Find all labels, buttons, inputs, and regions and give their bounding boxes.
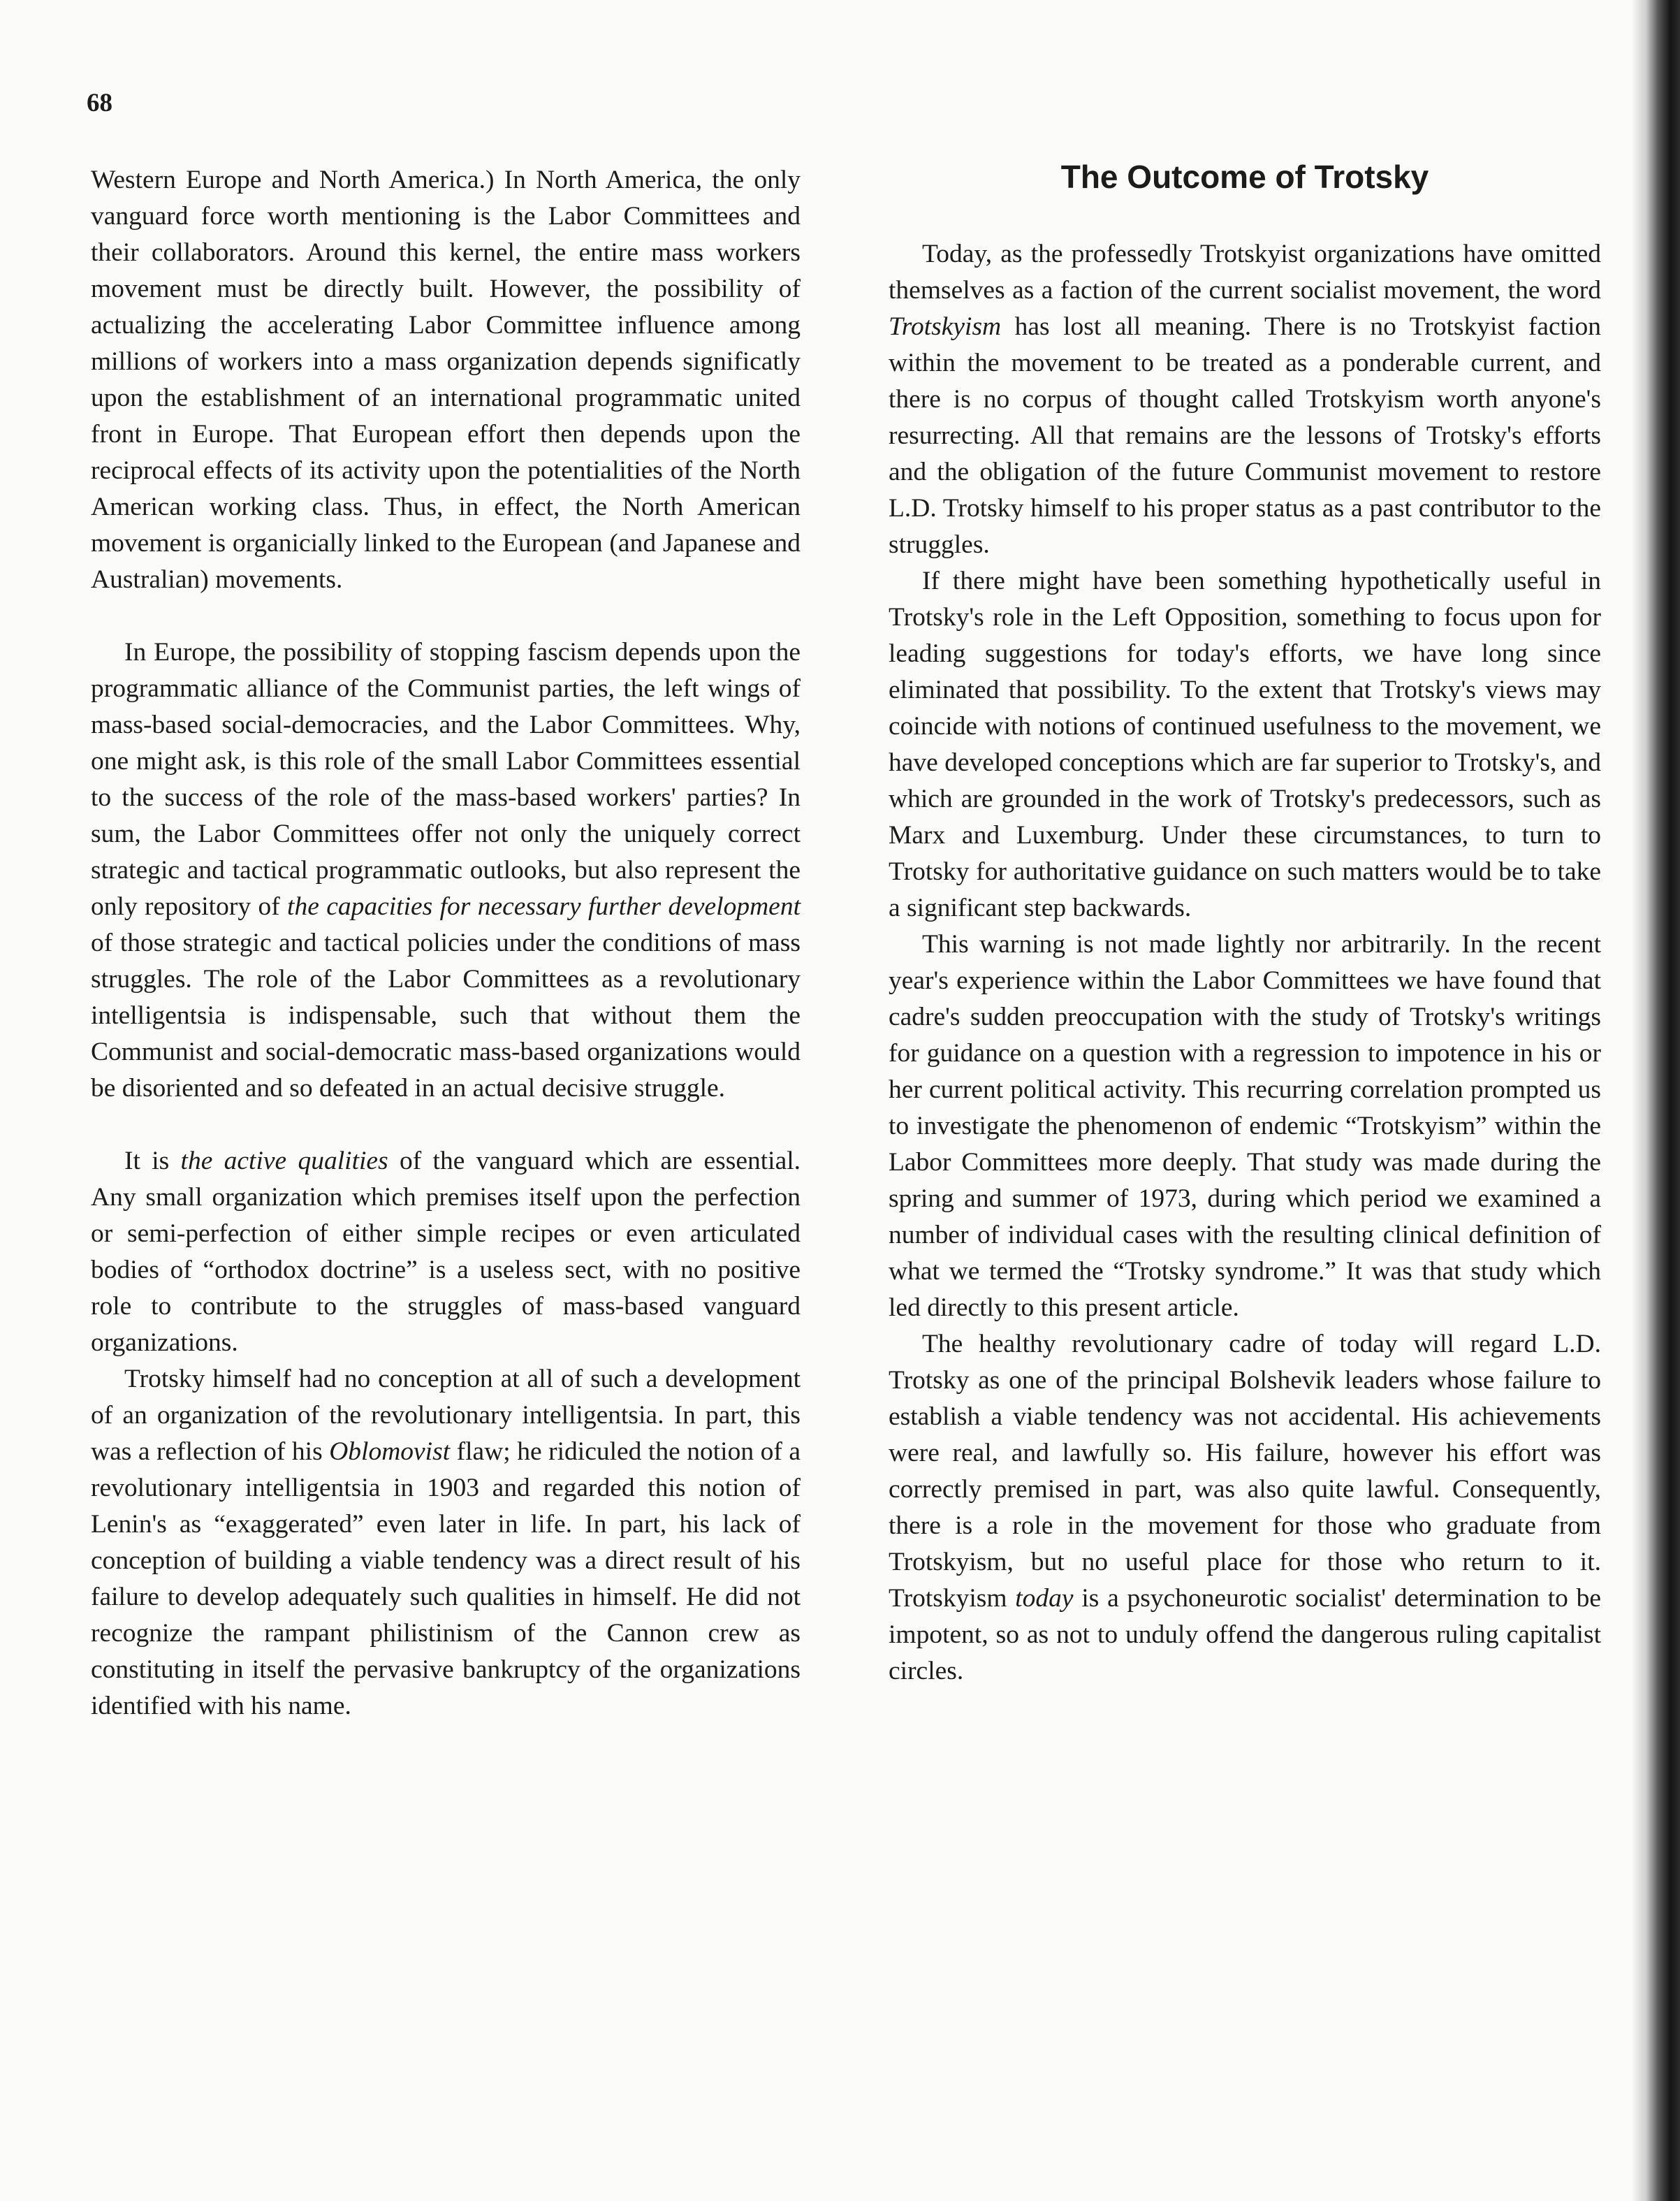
emphasis-text: Oblomovist	[329, 1437, 451, 1466]
page-number: 68	[87, 89, 112, 117]
emphasis-text: the active qualities	[180, 1147, 388, 1175]
right-paragraph-4	[889, 1326, 1601, 1690]
left-paragraph-2	[91, 634, 801, 1107]
section-heading: The Outcome of Trotsky	[1060, 159, 1429, 195]
text-span: of the vanguard which are essential. Any small organization which premises itself upon the perfection or semi-perfection of either simple recipes or even articulated bodies of “orthodox doctrine” is a useless sect, with no positive role to contribute to the struggles of mass-based vanguard organizations.	[91, 1147, 801, 1357]
right-paragraph-2: If there might have been something hypothetically useful in Trotsky's role in the Left Opposition, something to focus upon for leading suggestions for today's efforts, we have long since eliminated that possibility. To the extent that Trotsky's views may coincide with notions of continued usefulness to the movement, we have developed conceptions which are far superior to Trotsky's, and which are grounded in the work of Trotsky's predecessors, such as Marx and Luxemburg. Under these circumstances, to turn to Trotsky for authoritative guidance on such matters would be to take a significant step backwards.	[889, 567, 1601, 922]
left-paragraph-3	[91, 1143, 801, 1361]
right-paragraph-1	[889, 236, 1601, 563]
text-span: The healthy revolutionary cadre of today will regard L.D. Trotsky as one of the principal Bolshevik leaders whose failure to establish a viable tendency was not accidental. His achievements were real, and lawfully so. His failure, however his effort was correctly premised in part, was also quite lawful. Consequently, there is a role in the movement for those who graduate from Trotskyism, but no useful place for those who return to it. Trotskyism	[889, 1330, 1601, 1613]
right-paragraph-3: This warning is not made lightly nor arbitrarily. In the recent year's experience within the Labor Committees we have found that cadre's sudden preoccupation with the study of Trotsky's writings for guidance on a question with a regression to impotence in his or her current political activity. This recurring correlation prompted us to investigate the phenomenon of endemic “Trotskyism” within the Labor Committees more deeply. That study was made during the spring and summer of 1973, during which period we examined a number of individual cases with the resulting clinical definition of what we termed the “Trotsky syndrome.” It was that study which led directly to this present article.	[889, 930, 1601, 1322]
text-span: flaw; he ridiculed the notion of a revolutionary intelligentsia in 1903 and regarded this notion of Lenin's as “exaggerated” even later in life. In part, his lack of conception of building a viable tendency was a direct result of his failure to develop adequately such qualities in himself. He did not recognize the rampant philistinism of the Cannon crew as constituting in itself the pervasive bankruptcy of the organizations identified with his name.	[91, 1437, 801, 1720]
left-paragraph-4	[91, 1361, 801, 1724]
text-span: In Europe, the possibility of stopping fascism depends upon the programmatic alliance of the Communist parties, the left wings of mass-based social-democracies, and the Labor Committees. Why, one might ask, is this role of the small Labor Committees essential to the success of the role of the mass-based workers' parties? In sum, the Labor Committees offer not only the uniquely correct strategic and tactical programmatic outlooks, but also represent the only repository of	[91, 638, 801, 921]
emphasis-text: Trotskyism	[889, 312, 1002, 341]
text-span: It is	[124, 1147, 181, 1175]
scan-edge-shadow	[1631, 0, 1680, 2201]
emphasis-text: today	[1015, 1584, 1074, 1613]
text-span: is a psychoneurotic socialist' determination to be impotent, so as not to unduly offend the dangerous ruling capitalist circles.	[889, 1584, 1601, 1685]
text-span: of those strategic and tactical policies under the conditions of mass struggles. The role of the Labor Committees as a revolutionary intelligentsia is indispensable, such that without them the Communist and social-democratic mass-based organizations would be disoriented and so defeated in an actual decisive struggle.	[91, 929, 801, 1103]
text-span: Trotsky himself had no conception at all of such a development of an organization of the revolutionary intelligentsia. In part, this was a reflection of his	[91, 1365, 801, 1466]
text-span: Today, as the professedly Trotskyist organizations have omitted themselves as a faction of the current socialist movement, the word	[889, 240, 1601, 305]
left-paragraph-1: Western Europe and North America.) In North America, the only vanguard force worth mentioning is the Labor Committees and their collaborators. Around this kernel, the entire mass workers movement must be directly built. However, the possibility of actualizing the accelerating Labor Committee influence among millions of workers into a mass organization depends significatly upon the establishment of an international programmatic united front in Europe. That European effort then depends upon the reciprocal effects of its activity upon the potentialities of the North American working class. Thus, in effect, the North American movement is organicially linked to the European (and Japanese and Australian) movements.	[91, 166, 801, 594]
left-column	[91, 162, 801, 1724]
right-column	[889, 236, 1601, 1690]
emphasis-text: the capacities for necessary further development	[287, 892, 801, 921]
text-span: has lost all meaning. There is no Trotskyist faction within the movement to be treated as a ponderable current, and there is no corpus of thought called Trotskyism worth anyone's resurrecting. All that remains are the lessons of Trotsky's efforts and the obligation of the future Communist movement to restore L.D. Trotsky himself to his proper status as a past contributor to the struggles.	[889, 312, 1601, 559]
